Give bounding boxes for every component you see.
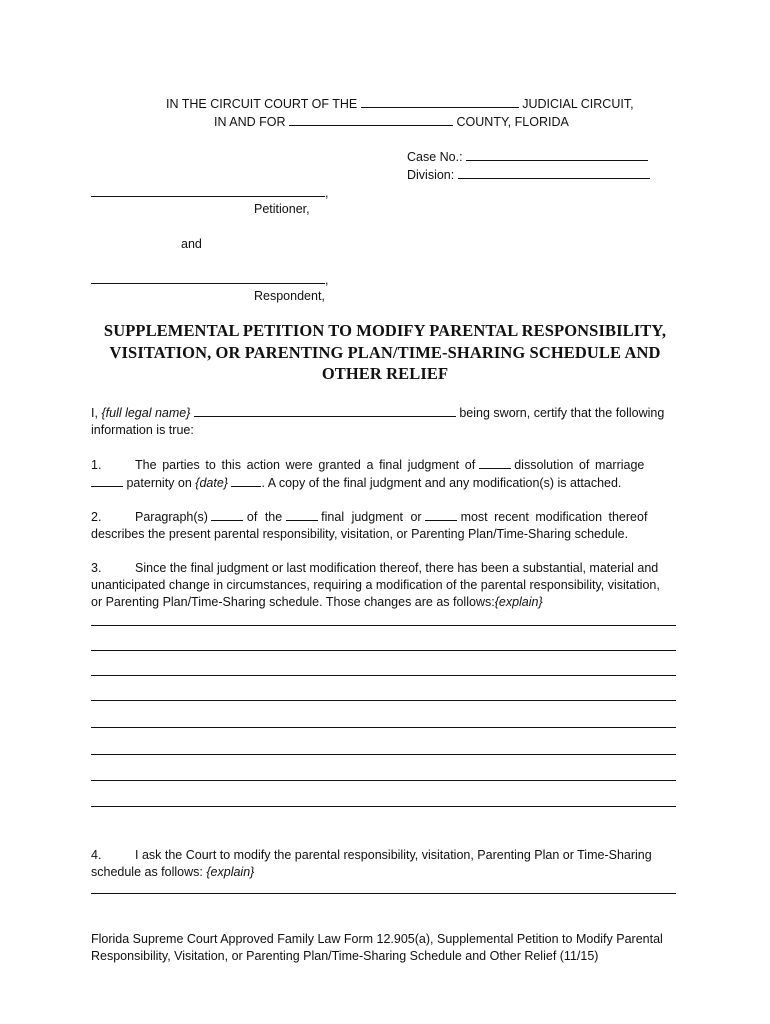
county-blank[interactable]	[289, 113, 453, 126]
item-1: 1. The parties to this action were granted a final judgment of dissolution of marriage paternity on {date} . A copy of the final judgment and any modification(s) is attached.	[91, 458, 645, 490]
intro-paragraph: I, {full legal name} being sworn, certify that the following information is true:	[91, 406, 665, 437]
and-label: and	[181, 237, 202, 251]
modification-request-line-1[interactable]	[91, 893, 676, 894]
final-judgment-checkbox-blank[interactable]	[286, 508, 318, 521]
judgment-date-blank[interactable]	[231, 474, 261, 487]
explain-changes-line-2[interactable]	[91, 650, 676, 651]
explain-changes-line-4[interactable]	[91, 700, 676, 701]
court-line-1: IN THE CIRCUIT COURT OF THE JUDICIAL CIRCUIT,	[166, 97, 634, 111]
paragraph-number-blank[interactable]	[211, 508, 243, 521]
petitioner-label: Petitioner,	[254, 202, 310, 216]
paternity-checkbox-blank[interactable]	[91, 474, 123, 487]
dissolution-checkbox-blank[interactable]	[479, 456, 511, 469]
form-title: SUPPLEMENTAL PETITION TO MODIFY PARENTAL RESPONSIBILITY, VISITATION, OR PARENTING PLAN/TIME-SHARING SCHEDULE AND OTHER RELIEF	[103, 321, 667, 383]
explain-changes-line-7[interactable]	[91, 780, 676, 781]
full-legal-name-blank[interactable]	[194, 404, 456, 417]
explain-changes-line-8[interactable]	[91, 806, 676, 807]
form-footer: Florida Supreme Court Approved Family Law Form 12.905(a), Supplemental Petition to Modify Parental Responsibility, Visitation, or Parenting Plan/Time-Sharing Schedule and Other Relief (11/15)	[91, 932, 663, 963]
court-line-2: IN AND FOR COUNTY, FLORIDA	[214, 115, 569, 129]
explain-changes-line-5[interactable]	[91, 727, 676, 728]
explain-changes-line-1[interactable]	[91, 625, 676, 626]
item-4: 4. I ask the Court to modify the parental responsibility, visitation, Parenting Plan or Time-Sharing schedule as follows: {explain}	[91, 848, 652, 879]
explain-changes-line-6[interactable]	[91, 754, 676, 755]
respondent-name-line[interactable]: ,	[91, 271, 328, 287]
judicial-circuit-blank[interactable]	[361, 95, 519, 108]
petitioner-name-blank[interactable]	[91, 184, 325, 197]
recent-modification-checkbox-blank[interactable]	[425, 508, 457, 521]
division-row: Division:	[407, 166, 650, 182]
item-3: 3. Since the final judgment or last modification thereof, there has been a substantial, material and unanticipated change in circumstances, requiring a modification of the parental responsibility, visitation, or Parenting Plan/Time-Sharing schedule. Those changes are as follows:{explain}	[91, 561, 660, 609]
explain-changes-line-3[interactable]	[91, 675, 676, 676]
case-number-row: Case No.:	[407, 148, 648, 164]
division-blank[interactable]	[458, 166, 650, 179]
respondent-name-blank[interactable]	[91, 271, 325, 284]
item-2: 2. Paragraph(s) of the final judgment or most recent modification thereof describes the present parental responsibility, visitation, or Parenting Plan/Time-Sharing schedule.	[91, 510, 648, 541]
petitioner-name-line[interactable]: ,	[91, 184, 328, 200]
respondent-label: Respondent,	[254, 289, 325, 303]
case-number-blank[interactable]	[466, 148, 648, 161]
